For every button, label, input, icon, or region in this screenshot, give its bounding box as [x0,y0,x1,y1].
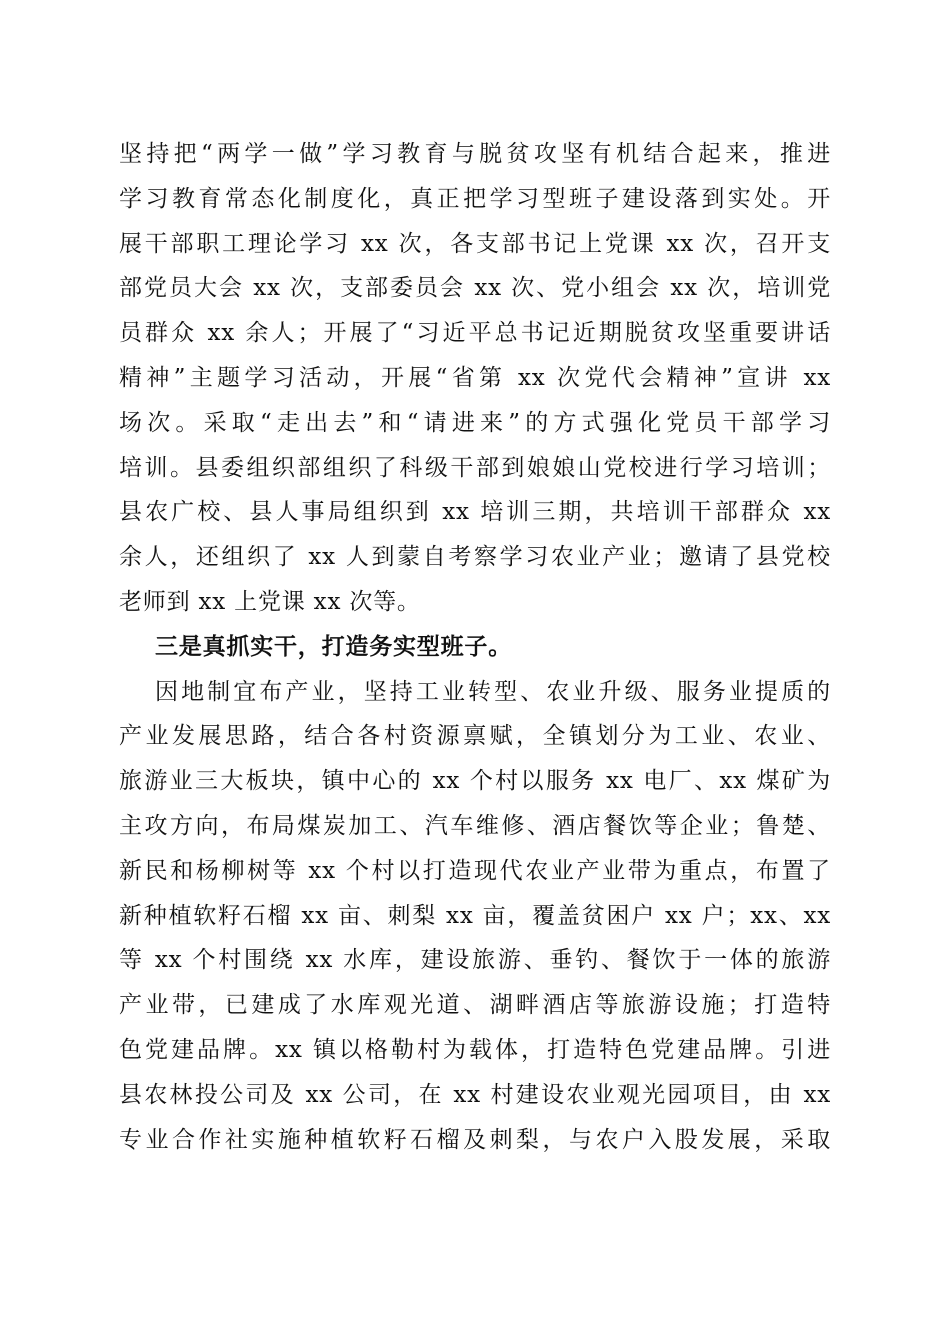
paragraph-study-education [119,132,831,625]
text-line: 精神”主题学习活动，开展“省第 xx 次党代会精神”宣讲 xx [119,364,831,391]
text-line: 场次。采取“走出去”和“请进来”的方式强化党员干部学习 [119,409,831,436]
text-line: 新民和杨柳树等 xx 个村以打造现代农业产业带为重点，布置了 [119,857,831,884]
text-line: 老师到 xx 上党课 xx 次等。 [119,588,421,615]
text-line: 坚持把“两学一做”学习教育与脱贫攻坚有机结合起来，推进 [119,141,831,167]
text-line: 余人，还组织了 xx 人到蒙自考察学习农业产业；邀请了县党校 [119,544,831,571]
document-body [119,132,831,1162]
text-line: 等 xx 个村围绕 xx 水库，建设旅游、垂钓、餐饮于一体的旅游 [119,947,831,974]
text-line: 旅游业三大板块，镇中心的 xx 个村以服务 xx 电厂、xx 煤矿为 [119,768,831,795]
text-line: 培训。县委组织部组织了科级干部到娘娘山党校进行学习培训； [119,454,831,481]
text-line: 色党建品牌。xx 镇以格勒村为载体，打造特色党建品牌。引进 [119,1036,831,1063]
text-line: 专业合作社实施种植软籽石榴及刺梨，与农户入股发展，采取 [119,1126,831,1153]
text-line: 主攻方向，布局煤炭加工、汽车维修、酒店餐饮等企业；鲁楚、 [119,812,831,839]
text-line: 产业带，已建成了水库观光道、湖畔酒店等旅游设施；打造特 [119,992,831,1019]
text-line: 员群众 xx 余人；开展了“习近平总书记近期脱贫攻坚重要讲话 [119,320,831,347]
text-line: 产业发展思路，结合各村资源禀赋，全镇划分为工业、农业、 [119,723,831,750]
text-line: 新种植软籽石榴 xx 亩、刺梨 xx 亩，覆盖贫困户 xx 户；xx、xx [119,902,831,929]
text-line: 县农林投公司及 xx 公司，在 xx 村建设农业观光园项目，由 xx [119,1081,831,1108]
paragraph-industry-layout [119,670,831,1163]
section-heading: 三是真抓实干，打造务实型班子。 [155,632,512,660]
text-line: 学习教育常态化制度化，真正把学习型班子建设落到实处。开 [119,185,831,212]
text-line: 部党员大会 xx 次，支部委员会 xx 次、党小组会 xx 次，培训党 [119,275,831,302]
text-line: 因地制宜布产业，坚持工业转型、农业升级、服务业提质的 [155,678,831,705]
text-line: 县农广校、县人事局组织到 xx 培训三期，共培训干部群众 xx [119,499,831,526]
text-line: 展干部职工理论学习 xx 次，各支部书记上党课 xx 次，召开支 [119,230,831,257]
